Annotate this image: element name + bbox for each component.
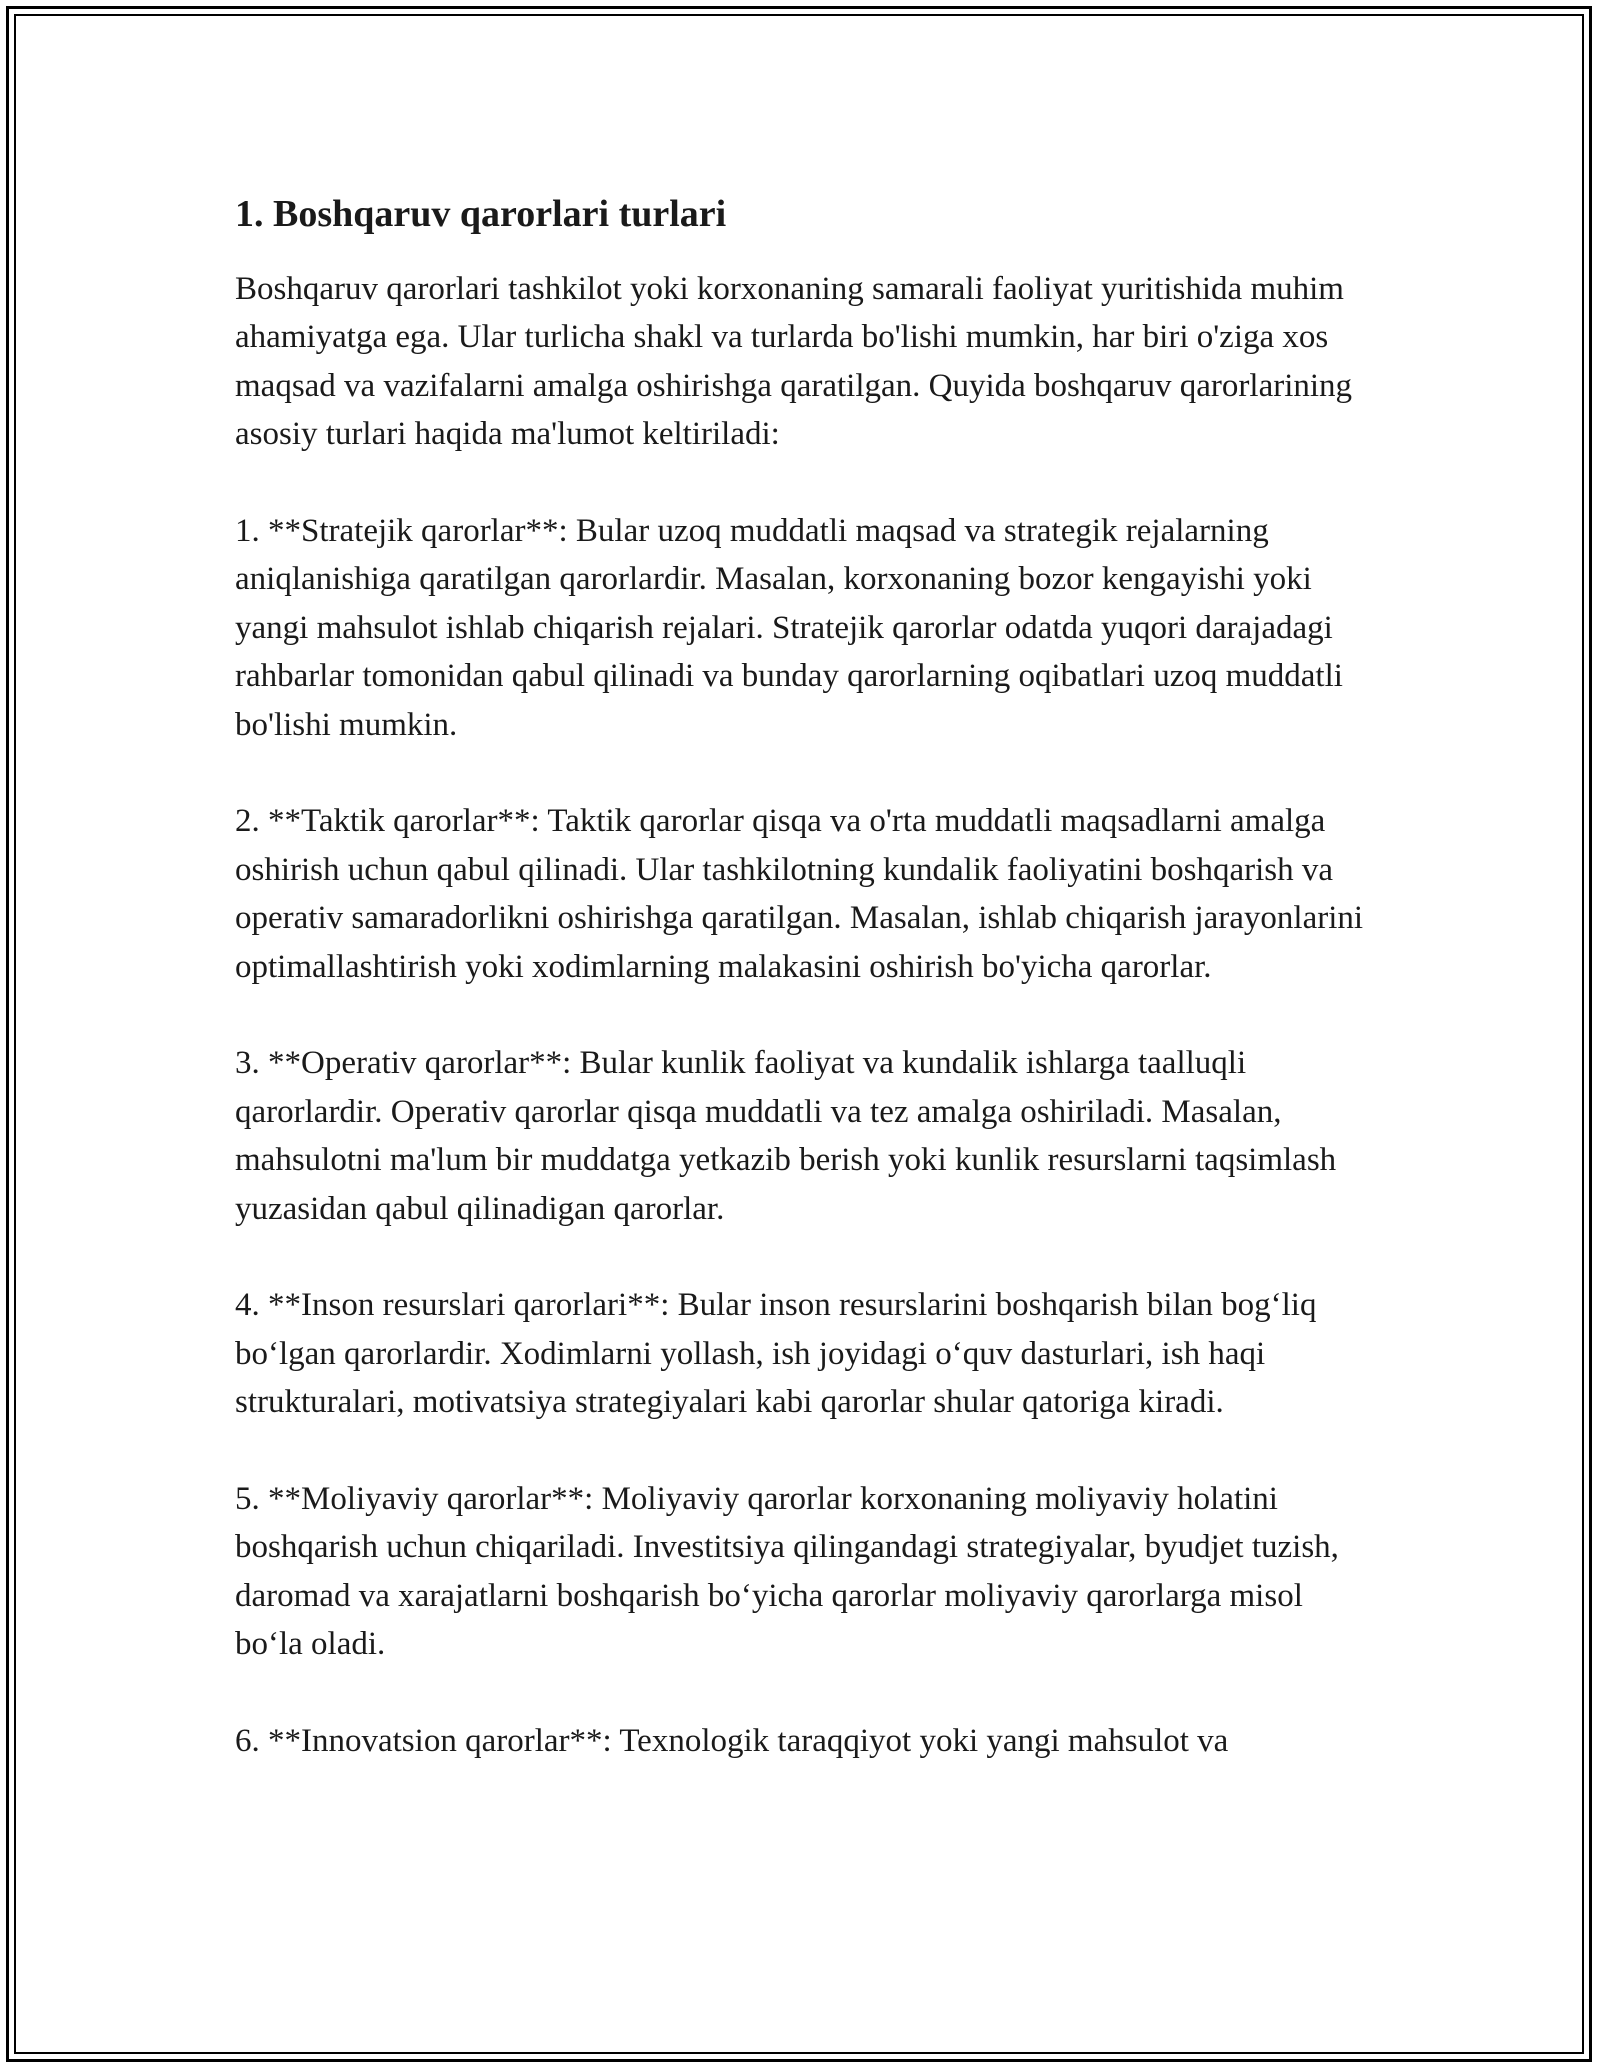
paragraph-strategic-decisions: 1. **Stratejik qarorlar**: Bular uzoq muddatli maqsad va strategik rejalarning aniqlanishiga qaratilgan qarorlardir. Masalan, korxonaning bozor kengayishi yoki yangi mahsulot ishlab chiqarish rejalari. Stratejik qarorlar odatda yuqori darajadagi rahbarlar tomonidan qabul qilinadi va bunday qarorlarning oqibatlari uzoq muddatli bo'lishi mumkin. bbox=[235, 513, 1343, 743]
paragraph-financial-decisions: 5. **Moliyaviy qarorlar**: Moliyaviy qarorlar korxonaning moliyaviy holatini boshqarish uchun chiqariladi. Investitsiya qilingandagi strategiyalar, byudjet tuzish, daromad va xarajatlarni boshqarish bo‘yicha qarorlar moliyaviy qarorlarga misol bo‘la oladi. bbox=[235, 1481, 1339, 1663]
paragraph-hr-decisions: 4. **Inson resurslari qarorlari**: Bular inson resurslarini boshqarish bilan bog‘liq bo‘lgan qarorlardir. Xodimlarni yollash, ish joyidagi o‘quv dasturlari, ish haqi strukturalari, motivatsiya strategiyalari kabi qarorlar shular qatoriga kiradi. bbox=[235, 1287, 1317, 1421]
paragraph-tactical-decisions: 2. **Taktik qarorlar**: Taktik qarorlar qisqa va o'rta muddatli maqsadlarni amalga oshirish uchun qabul qilinadi. Ular tashkilotning kundalik faoliyatini boshqarish va operativ samaradorlikni oshirishga qaratilgan. Masalan, ishlab chiqarish jarayonlarini optimallashtirish yoki xodimlarning malakasini oshirish bo'yicha qarorlar. bbox=[235, 803, 1364, 985]
paragraph-operative-decisions: 3. **Operativ qarorlar**: Bular kunlik faoliyat va kundalik ishlarga taalluqli qarorlardir. Operativ qarorlar qisqa muddatli va tez amalga oshiriladi. Masalan, mahsulotni ma'lum bir muddatga yetkazib berish yoki kunlik resurslarni taqsimlash yuzasidan qabul qilinadigan qarorlar. bbox=[235, 1045, 1337, 1227]
section-title: 1. Boshqaruv qarorlari turlari bbox=[235, 193, 727, 235]
paragraph-innovation-decisions: 6. **Innovatsion qarorlar**: Texnologik taraqqiyot yoki yangi mahsulot va bbox=[235, 1723, 1229, 1760]
document-body bbox=[235, 185, 1365, 1814]
intro-paragraph: Boshqaruv qarorlari tashkilot yoki korxonaning samarali faoliyat yuritishida muhim ahamiyatga ega. Ular turlicha shakl va turlarda bo'lishi mumkin, har biri o'ziga xos maqsad va vazifalarni amalga oshirishga qaratilgan. Quyida boshqaruv qarorlarining asosiy turlari haqida ma'lumot keltiriladi: bbox=[235, 271, 1353, 453]
